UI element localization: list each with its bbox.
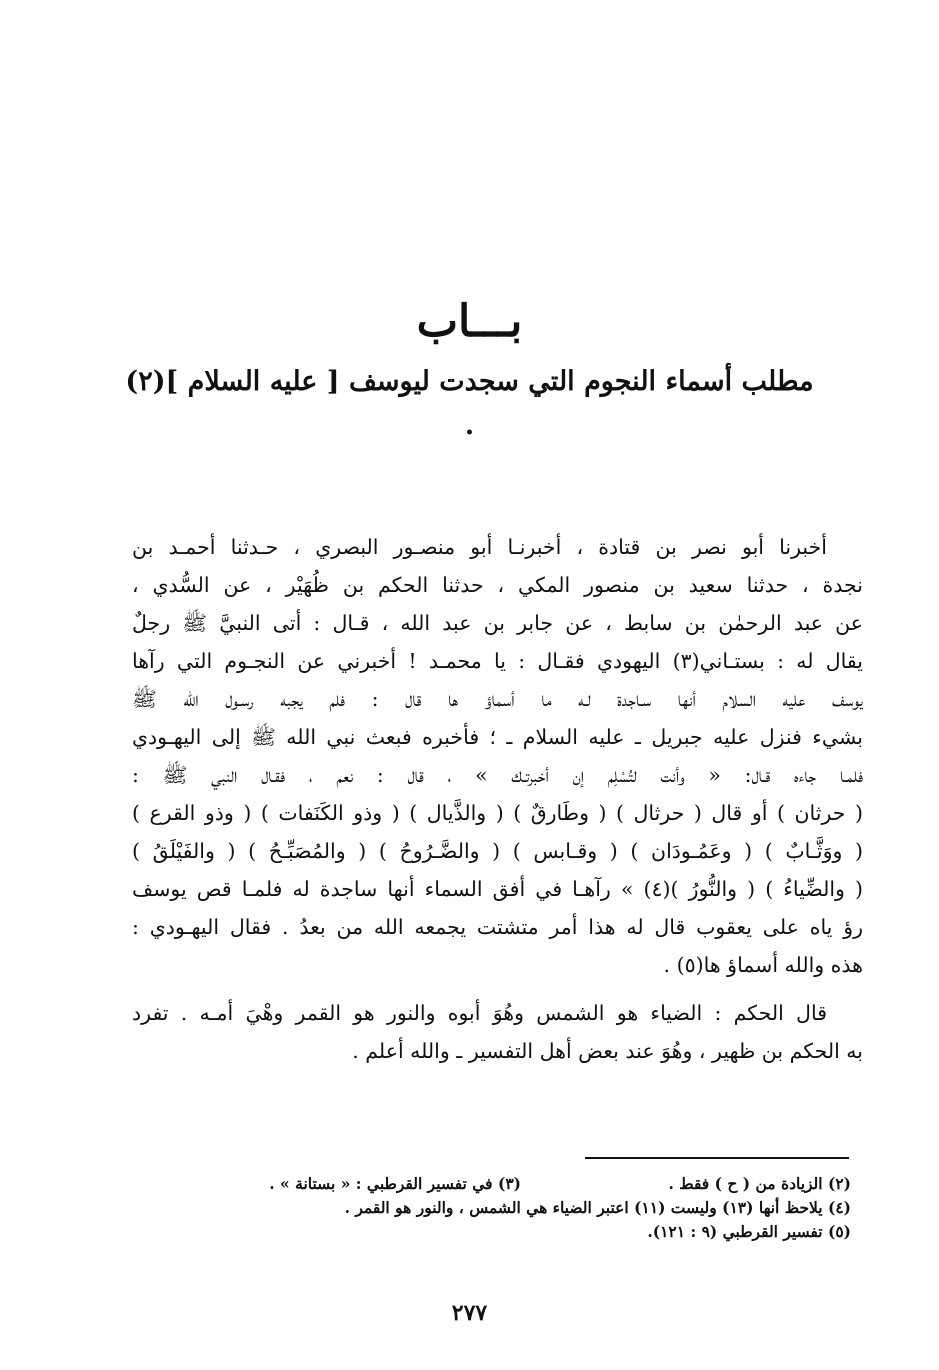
- text-line: هذه والله أسماؤ ها(٥) .: [663, 953, 863, 977]
- text-line: ( حرثان ) أو قال ( حرثال ) ( وطَارقٌ ) ( والذَّيال ) ( وذو الكَنَفات ) ( وذو القرع ): [132, 801, 863, 825]
- chapter-heading: بـــاب: [416, 296, 523, 347]
- footnote-5: (٥) تفسير القرطبي (٩ : ١٢١).: [647, 1222, 851, 1241]
- paragraph-1: [132, 528, 863, 984]
- text-line: ( ووَثَّـابٌ ) ( وعَمُـودَان ) ( وقـابس ) ( والضَّـرُوحُ ) ( والمُصَبِّـحُ ) ( والفَيْلَقُ ): [132, 839, 863, 863]
- page-number: ٢٧٧: [451, 1300, 488, 1326]
- footnote-3: (٣) في تفسير القرطبي : « بستانة » .: [269, 1174, 521, 1193]
- text-line: عن عبد الرحمٰن بن سابط ، عن جابر بن عبد الله ، قـال : أتى النبيَّ ﷺ رجلٌ: [132, 611, 863, 635]
- paragraph-2: [132, 994, 863, 1070]
- footnote-separator: [585, 1157, 849, 1159]
- text-line: ( والضِّياءُ ) ( والنُّورُ )(٤) » رآهـا في أفق السماء أنها ساجدة له فلمـا قص يوسف: [132, 877, 863, 901]
- chapter-subtitle: مطلب أسماء النجوم التي سجدت ليوسف [ عليه السلام ](٢) .: [125, 366, 814, 441]
- paragraph-gap: [132, 984, 863, 994]
- text-line: به الحكم بن ظهير ، وهُوَ عند بعض أهل التفسير ـ والله أعلم .: [352, 1039, 863, 1063]
- body-text: [132, 528, 863, 1070]
- text-line: قال الحكم : الضياء هو الشمس وهُوَ أبوه والنور هو القمر وهْيَ أمـه . تفرد: [132, 1001, 827, 1025]
- text-line: رؤ ياه على يعقوب قال له هذا أمر متشتت يجمعه الله من بعدُ . فقال اليهـودي :: [132, 915, 863, 939]
- text-line: أخبرنا أبو نصر بن قتادة ، أخبرنـا أبو منصـور البصري ، حـدثنا أحمـد بن: [132, 535, 827, 559]
- text-line: يقال له : بستـاني(٣) اليهودي فقـال : يا محمـد ! أخبرني عن النجـوم التي رآها: [132, 649, 863, 673]
- footnote-2: (٢) الزيادة من ( ح ) فقط .: [668, 1174, 851, 1193]
- footnote-row: [200, 1172, 851, 1196]
- text-line: فلمـا جاءه قـال: « وأنت لتُسْلِم إن أخبرتـك » ، قال : نعم ، فقـال النبي ﷺ :: [132, 763, 863, 787]
- footnotes: [200, 1172, 851, 1244]
- footnote-4: (٤) يلاحظ أنها (١٣) وليست (١١) اعتبر الضياء هي الشمس ، والنور هو القمر .: [344, 1198, 851, 1217]
- text-line: نجدة ، حدثنا سعيد بن منصور المكي ، حدثنا الحكم بن ظُهَيْر ، عن السُّدي ،: [132, 573, 863, 597]
- text-line: بشيء فنزل عليه جبريل ـ عليه السلام ـ ؛ فأخبره فبعث نبي الله ﷺ إلى اليهـودي: [132, 725, 863, 749]
- text-line: يوسف عليه السلام أنها سـاجدة لـه ما أسماؤ ها قال : فلم يجبه رسـول الله ﷺ: [132, 687, 863, 711]
